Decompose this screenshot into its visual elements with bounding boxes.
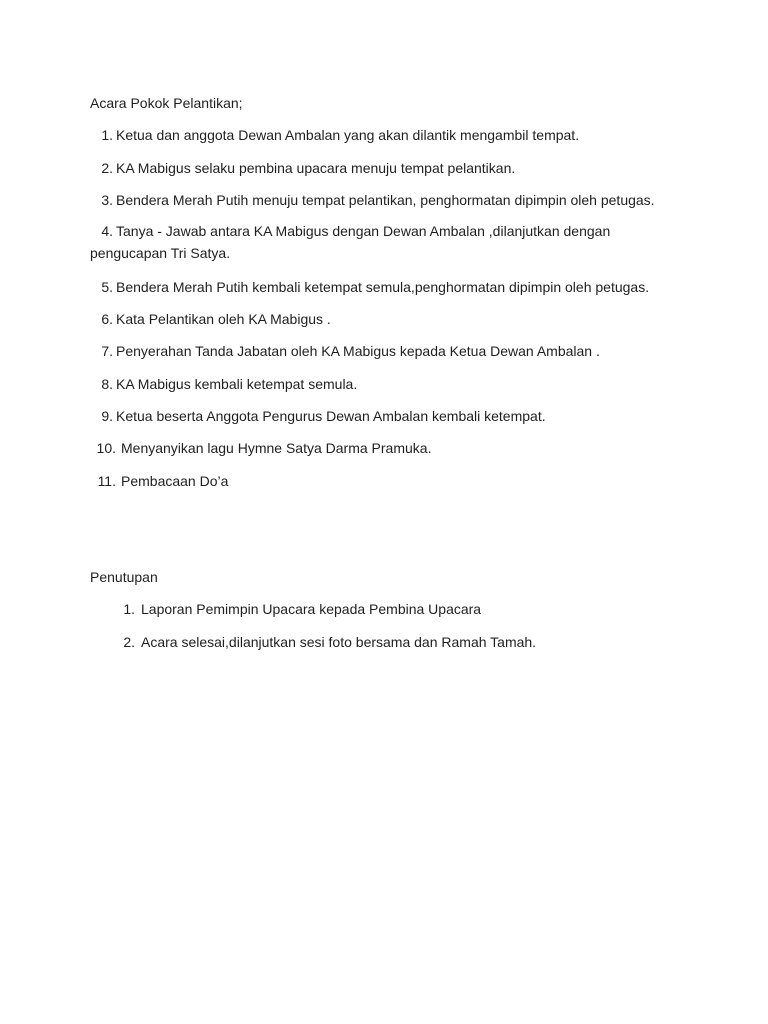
list-item-text: Bendera Merah Putih kembali ketempat semula,penghormatan dipimpin oleh petugas.: [116, 279, 650, 295]
list-item-number: 10.: [96, 440, 116, 456]
list-item-number: 11.: [97, 473, 116, 489]
list-item-text: Ketua beserta Anggota Pengurus Dewan Ambalan kembali ketempat.: [116, 408, 546, 424]
list-item: [90, 407, 546, 425]
list-item: [90, 472, 228, 490]
list-item-number: 7.: [101, 343, 113, 359]
list-item-number: 2.: [123, 634, 135, 650]
list-item-text: KA Mabigus selaku pembina upacara menuju tempat pelantikan.: [116, 160, 516, 176]
list-item-number: 1.: [101, 127, 113, 143]
list-item-text: Kata Pelantikan oleh KA Mabigus .: [116, 311, 331, 327]
list-item-text: Laporan Pemimpin Upacara kepada Pembina Upacara: [141, 601, 482, 617]
list-item: [90, 310, 331, 328]
list-item-number: 3.: [101, 192, 113, 208]
list-item-number: 8.: [101, 376, 113, 392]
list-item-text: Pembacaan Do’a: [121, 473, 229, 489]
list-item: [115, 633, 536, 651]
list-item: [90, 126, 579, 144]
section-title-main: Acara Pokok Pelantikan;: [90, 95, 243, 111]
list-item-text: Menyanyikan lagu Hymne Satya Darma Pramuka.: [121, 440, 432, 456]
list-item-number: 9.: [101, 408, 113, 424]
list-item-number: 5.: [101, 279, 113, 295]
list-item: [90, 439, 431, 457]
list-item-number: 6.: [101, 311, 113, 327]
list-item-text: Ketua dan anggota Dewan Ambalan yang akan dilantik mengambil tempat.: [116, 127, 580, 143]
list-item-text: Tanya - Jawab antara KA Mabigus dengan Dewan Ambalan ,dilanjutkan dengan pengucapan Tri Satya.: [90, 223, 611, 261]
list-item-text: Penyerahan Tanda Jabatan oleh KA Mabigus kepada Ketua Dewan Ambalan .: [116, 343, 600, 359]
list-item-number: 2.: [101, 160, 113, 176]
list-item: [90, 278, 649, 296]
section-title-closing: Penutupan: [90, 569, 158, 585]
list-item: [90, 375, 357, 393]
list-item-number: 4.: [101, 223, 113, 239]
list-item-text: Acara selesai,dilanjutkan sesi foto bersama dan Ramah Tamah.: [141, 634, 537, 650]
list-item-text: Bendera Merah Putih menuju tempat pelantikan, penghormatan dipimpin oleh petugas.: [116, 192, 655, 208]
list-item-text: KA Mabigus kembali ketempat semula.: [116, 376, 358, 392]
list-item: [90, 220, 650, 264]
list-item: [115, 600, 481, 618]
list-item-number: 1.: [123, 601, 135, 617]
list-item: [90, 191, 655, 209]
list-item: [90, 159, 515, 177]
list-item: [90, 342, 600, 360]
